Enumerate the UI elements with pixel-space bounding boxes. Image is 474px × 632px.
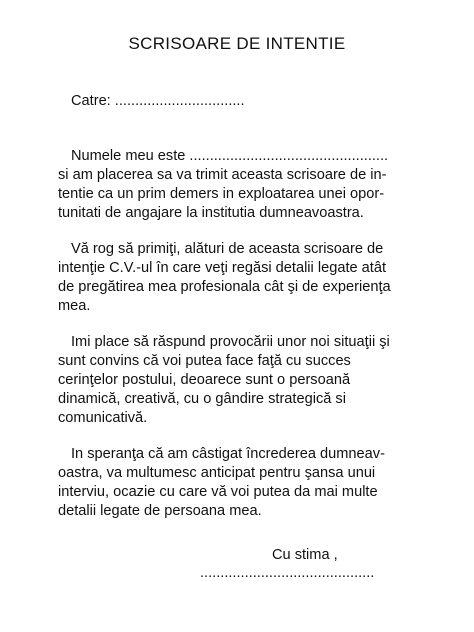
paragraph-line: Numele meu este ................................................. [71,148,389,164]
paragraph-line: comunicativă. [58,410,148,426]
paragraph-line: Imi place să răspund provocării unor noi situaţii şi [71,334,390,350]
paragraph-line: intenţie C.V.-ul în care veţi regăsi detalii legate atât [58,260,387,276]
paragraph-line: sunt convins că voi putea face faţă cu succes [58,353,351,369]
paragraph-line: si am placerea sa va trimit aceasta scrisoare de in- [58,167,387,183]
letter-title: SCRISOARE DE INTENTIE [128,34,346,53]
paragraph-line: mea. [58,298,91,314]
paragraph-line: oastra, va multumesc anticipat pentru şansa unui [58,465,376,481]
paragraph-line: tunitati de angajare la institutia dumneavoastra. [58,205,364,221]
addressee-line: Catre: ................................ [71,93,245,109]
paragraph-line: In speranţa că am câstigat încrederea dumneav- [71,446,385,462]
paragraph-line: dinamică, creativă, cu o gândire strategică si [58,391,346,407]
paragraph-line: detalii legate de persoana mea. [58,503,262,519]
paragraph-line: de pregătirea mea profesionala cât şi de experienţa [58,279,391,295]
paragraph-line: interviu, ocazie cu care vă voi putea da mai multe [58,484,378,500]
paragraph-line: cerinţelor postului, deoarece sunt o persoană [58,372,351,388]
paragraph-line: Vă rog să primiţi, alături de aceasta scrisoare de [71,241,384,257]
closing-salutation: Cu stima , [272,547,338,563]
paragraph-line: tentie ca un prim demers in exploatarea unei opor- [58,186,385,202]
signature-line: ........................................... [200,565,375,581]
